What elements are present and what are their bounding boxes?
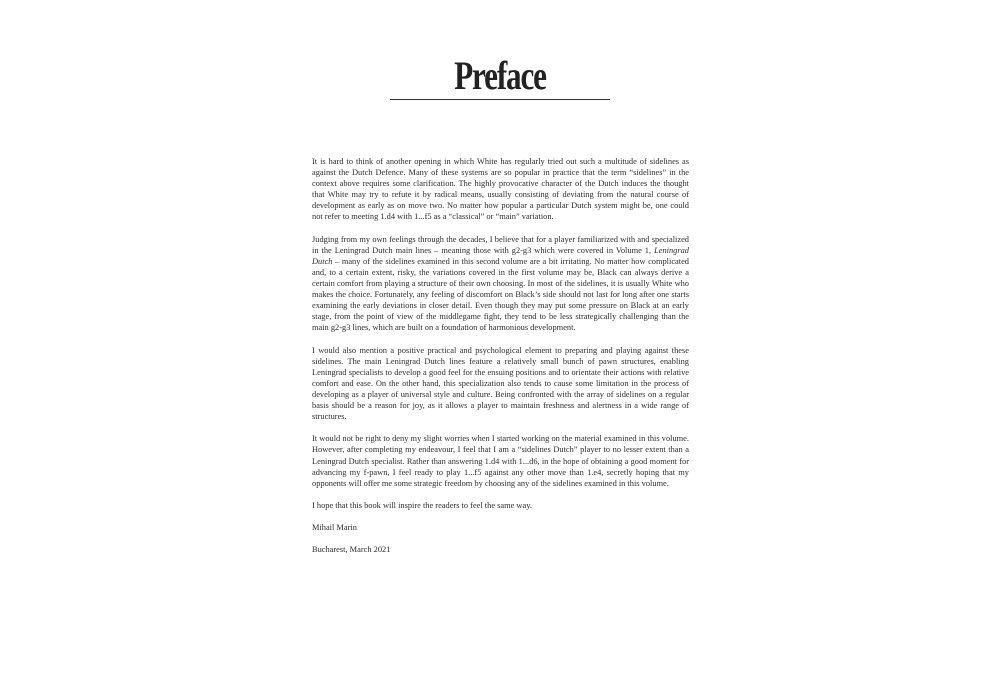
paragraph-text: It would not be right to deny my slight worries when I started working on the material examined in this volume. However, after completing my endeavour, I feel that I am a “sidelines Dutch” player to no lesser extent than a Leningrad Dutch specialist. Rather than answering 1.d4 with 1...d6, in the hope of obtaining a good moment for advancing my f-pawn, I feel ready to play 1...f5 against any other move than 1.e4, secretly hoping that my opponents will offer me some strategic freedom by choosing any of the sidelines examined in this volume. [312,434,689,488]
paragraph-2 [312,234,689,334]
paragraph-text: I hope that this book will inspire the readers to feel the same way. [312,500,532,510]
paragraph-1 [312,156,689,223]
paragraph-text: It is hard to think of another opening in which White has regularly tried out such a multitude of sidelines as against the Dutch Defence. Many of these systems are so popular in practice that the term “sidelines” in the context above requires some clarification. The highly provocative character of the Dutch induces the thought that White may try to refute it by radical means, usually consisting of deviating from the natural course of development as early as on move two. No matter how popular a particular Dutch system might be, one could not refer to meeting 1.d4 with 1...f5 as a “classical” or “main” variation. [312,157,689,222]
paragraph-4 [312,433,689,488]
book-title-italic: Leningrad Dutch [312,245,689,266]
preface-body [312,156,689,566]
signature-place-date: Bucharest, March 2021 [312,545,391,555]
page-title: Preface [454,53,546,98]
paragraph-text: I would also mention a positive practical and psychological element to preparing and playing against these sidelines. The main Leningrad Dutch lines feature a relatively small bunch of pawn structures, enabling Leningrad specialists to develop a good feel for the ensuing positions and to orientate their actions with relative comfort and ease. On the other hand, this specialization also tends to cause some limitation in the process of developing as a player of universal style and culture. Being confronted with the array of sidelines on a regular basis should be a reason for joy, as it allows a player to maintain freshness and alertness in a wide range of structures. [312,345,689,422]
signature-author: Mihail Marin [312,523,357,533]
paragraph-3 [312,345,689,423]
paragraph-text: – many of the sidelines examined in this second volume are a bit irritating. No matter how complicated and, to a certain extent, risky, the variations covered in the first volume may be, Black can always derive a certain comfort from playing a structure of their own choosing. In most of the sidelines, it is usually White who makes the choice. Fortunately, any feeling of discomfort on Black’s side should not last for long after one starts examining the early deviations in closer detail. Even though they may put some pressure on Black at an early stage, from the point of view of the middlegame fight, they tend to be less strategically challenging than the main g2-g3 lines, which are built on a foundation of harmonious development. [312,256,689,333]
paragraph-text: Judging from my own feelings through the decades, I believe that for a player familiarized with and specialized in the Leningrad Dutch main lines – meaning those with g2-g3 which were covered in Volume 1, [312,234,689,255]
paragraph-5 [312,500,689,511]
title-underline [390,99,610,100]
